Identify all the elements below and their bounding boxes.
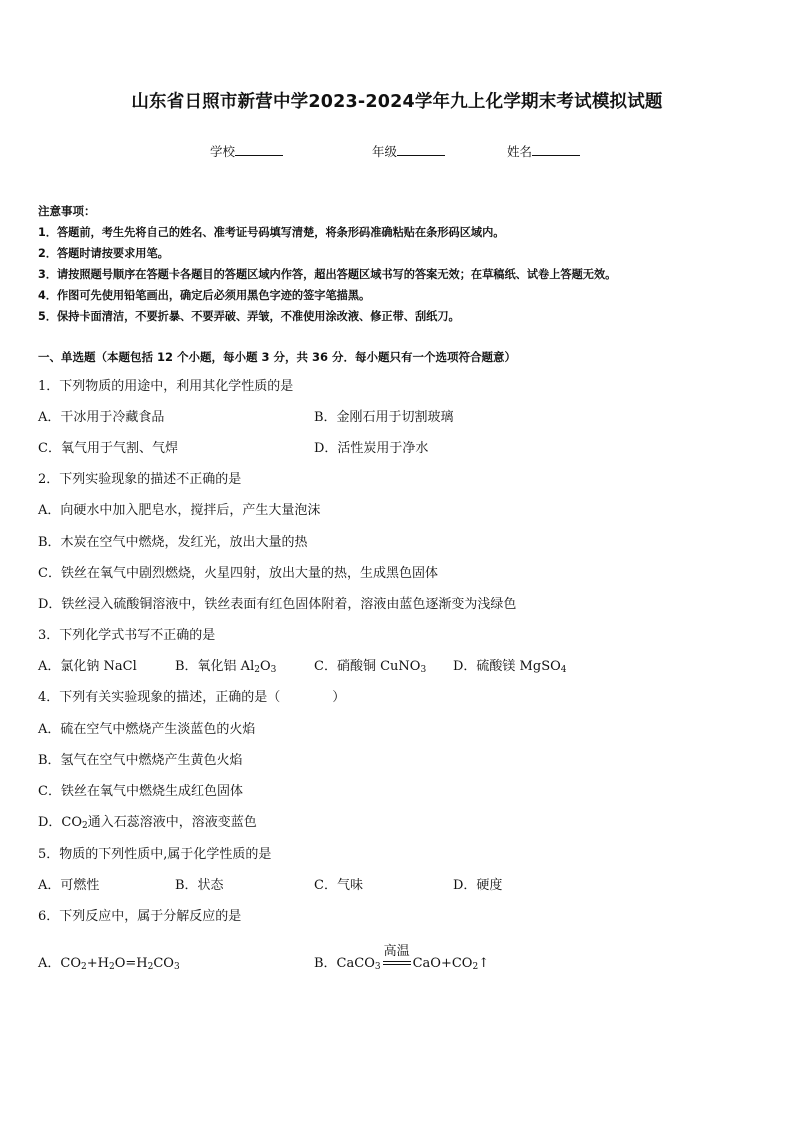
name-label: 姓名 (507, 144, 533, 159)
q2-option-d: D．铁丝浸入硫酸铜溶液中，铁丝表面有红色固体附着，溶液由蓝色逐渐变为浅绿色 (38, 597, 517, 612)
question-6-stem: 6．下列反应中，属于分解反应的是 (38, 909, 242, 924)
note-item: 1．答题前，考生先将自己的姓名、准考证号码填写清楚，将条形码准确粘贴在条形码区域内。 (38, 226, 505, 239)
question-4-stem: 4．下列有关实验现象的描述，正确的是（ ） (38, 690, 346, 705)
q1-option-a: A．干冰用于冷藏食品 (38, 410, 165, 425)
grade-field[interactable] (372, 142, 445, 160)
q4-option-c: C．铁丝在氧气中燃烧生成红色固体 (38, 784, 243, 799)
section-heading: 一、单选题（本题包括 12 个小题，每小题 3 分，共 36 分．每小题只有一个选项符合题意） (38, 350, 517, 364)
q5-option-b: B．状态 (175, 878, 224, 893)
question-5-stem: 5．物质的下列性质中,属于化学性质的是 (38, 847, 272, 862)
note-item: 2．答题时请按要求用笔。 (38, 247, 169, 260)
q2-option-a: A．向硬水中加入肥皂水，搅拌后，产生大量泡沫 (38, 503, 321, 518)
q1-option-b: B．金刚石用于切割玻璃 (314, 410, 454, 425)
q6-option-b: B．CaCO$_3$ 高温 $CaO+CO_2↑$ (314, 952, 489, 971)
notes-heading: 注意事项： (38, 204, 96, 218)
q3-option-d: D．硫酸镁 MgSO$_4$ (453, 659, 567, 675)
q2-option-c: C．铁丝在氧气中剧烈燃烧，火星四射，放出大量的热，生成黑色固体 (38, 566, 438, 581)
school-field[interactable] (210, 142, 283, 160)
name-field[interactable] (507, 142, 580, 160)
q5-option-c: C．气味 (314, 878, 363, 893)
q4-option-a: A．硫在空气中燃烧产生淡蓝色的火焰 (38, 722, 256, 737)
q5-option-d: D．硬度 (453, 878, 503, 893)
page-title: 山东省日照市新营中学2023-2024学年九上化学期末考试模拟试题 (131, 92, 663, 112)
q4-option-d: D．$CO_2$通入石蕊溶液中，溶液变蓝色 (38, 815, 257, 831)
q6-option-a: A．$CO_2+H_2O=H_2CO_3$ (38, 956, 180, 972)
q1-option-d: D．活性炭用于净水 (314, 441, 429, 456)
grade-label: 年级 (372, 144, 398, 159)
q3-option-c: C．硝酸铜 CuNO$_3$ (314, 659, 427, 675)
q1-option-c: C．氧气用于气割、气焊 (38, 441, 178, 456)
note-item: 5．保持卡面清洁，不要折暴、不要弄破、弄皱，不准使用涂改液、修正带、刮纸刀。 (38, 310, 460, 323)
question-1-stem: 1．下列物质的用途中，利用其化学性质的是 (38, 379, 294, 394)
question-3-stem: 3．下列化学式书写不正确的是 (38, 628, 216, 643)
school-label: 学校 (210, 144, 236, 159)
question-2-stem: 2．下列实验现象的描述不正确的是 (38, 472, 242, 487)
q3-option-b: B．氧化铝 $Al_2O_3$ (175, 659, 277, 675)
q3-option-a: A．氯化钠 NaCl (38, 659, 137, 674)
reaction-condition: 高温 (383, 943, 410, 959)
note-item: 3．请按照题号顺序在答题卡各题目的答题区域内作答，超出答题区域书写的答案无效；在草稿纸、试卷上答题无效。 (38, 268, 617, 281)
q4-option-b: B．氢气在空气中燃烧产生黄色火焰 (38, 753, 243, 768)
q2-option-b: B．木炭在空气中燃烧，发红光，放出大量的热 (38, 535, 308, 550)
reaction-arrow (383, 943, 411, 971)
q5-option-a: A．可燃性 (38, 878, 100, 893)
note-item: 4．作图可先使用铅笔画出，确定后必须用黑色字迹的签字笔描黑。 (38, 289, 371, 302)
